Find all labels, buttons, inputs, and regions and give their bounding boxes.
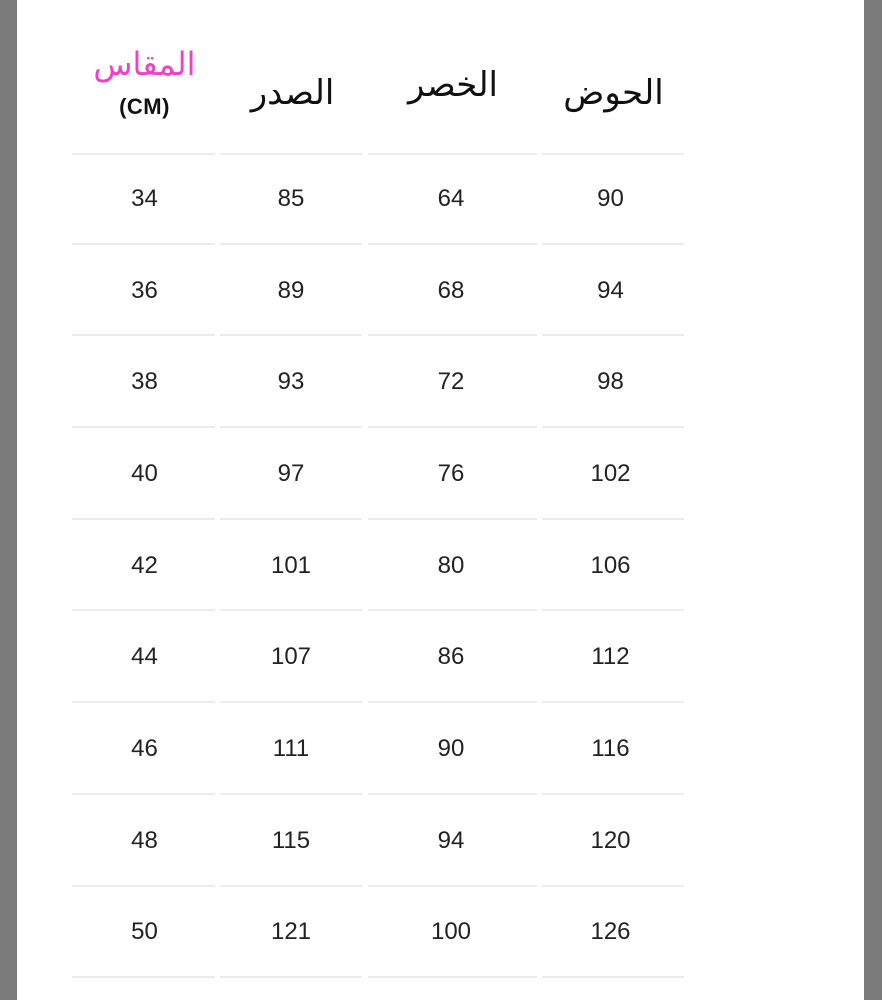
cell-chest: 111 bbox=[272, 734, 310, 762]
cell-size: 34 bbox=[131, 184, 158, 212]
cell-size: 40 bbox=[131, 459, 158, 487]
cell-hip: 120 bbox=[590, 826, 631, 854]
table-row bbox=[72, 887, 684, 979]
header-chest bbox=[220, 0, 365, 152]
size-chart-page bbox=[17, 0, 864, 1000]
header-size bbox=[72, 0, 217, 152]
cell-waist: 80 bbox=[437, 551, 465, 579]
table-row bbox=[72, 336, 684, 428]
table-row bbox=[72, 795, 684, 887]
cell-hip: 116 bbox=[591, 734, 630, 762]
cell-waist: 76 bbox=[437, 459, 465, 487]
header-hip bbox=[541, 0, 686, 152]
cell-chest: 89 bbox=[277, 276, 305, 304]
cell-size: 38 bbox=[131, 368, 158, 396]
cell-size: 44 bbox=[131, 643, 158, 671]
table-row bbox=[72, 520, 684, 612]
cell-hip: 98 bbox=[597, 368, 624, 396]
cell-size: 36 bbox=[131, 276, 158, 304]
cell-hip: 112 bbox=[591, 643, 630, 671]
header-unit-label: (CM) bbox=[119, 94, 170, 119]
cell-waist: 72 bbox=[437, 368, 465, 396]
cell-waist: 86 bbox=[437, 643, 465, 671]
cell-chest: 107 bbox=[270, 643, 312, 671]
cell-size: 50 bbox=[131, 918, 158, 946]
size-table bbox=[72, 153, 684, 978]
cell-hip: 94 bbox=[597, 276, 624, 304]
cell-chest: 121 bbox=[270, 918, 312, 946]
header-hip-label: الحوض bbox=[563, 73, 664, 113]
table-row bbox=[72, 703, 684, 795]
table-row bbox=[72, 245, 684, 337]
header-waist bbox=[367, 0, 539, 152]
cell-chest: 101 bbox=[270, 551, 312, 579]
cell-hip: 102 bbox=[590, 459, 631, 487]
header-chest-label: الصدر bbox=[250, 73, 335, 113]
cell-waist: 94 bbox=[437, 826, 465, 854]
table-row bbox=[72, 428, 684, 520]
cell-chest: 85 bbox=[277, 184, 305, 212]
cell-waist: 64 bbox=[437, 184, 465, 212]
cell-hip: 90 bbox=[597, 184, 624, 212]
cell-waist: 68 bbox=[437, 276, 465, 304]
cell-chest: 97 bbox=[277, 459, 305, 487]
cell-hip: 106 bbox=[590, 551, 631, 579]
cell-waist: 100 bbox=[430, 918, 472, 946]
cell-size: 48 bbox=[131, 826, 158, 854]
table-row bbox=[72, 153, 684, 245]
cell-size: 42 bbox=[131, 551, 158, 579]
cell-chest: 93 bbox=[277, 368, 305, 396]
cell-hip: 126 bbox=[590, 918, 631, 946]
cell-waist: 90 bbox=[437, 734, 465, 762]
cell-chest: 115 bbox=[271, 826, 311, 854]
table-row bbox=[72, 611, 684, 703]
header-waist-label: الخصر bbox=[408, 65, 498, 105]
cell-size: 46 bbox=[131, 734, 158, 762]
header-size-label: المقاس bbox=[93, 45, 196, 83]
